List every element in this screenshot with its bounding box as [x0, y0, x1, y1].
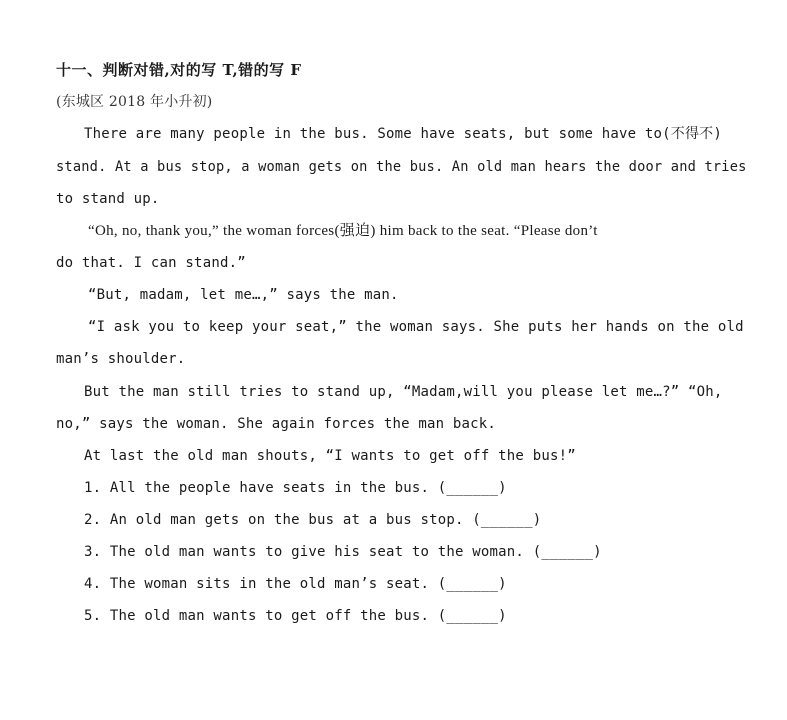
passage-line-4: “Oh, no, thank you,” the woman forces(强迫) him back to the seat. “Please don’t [88, 223, 598, 239]
passage-line-9: But the man still tries to stand up, “Madam,will you please let me…?” “Oh, [84, 384, 723, 400]
passage-line-11: At last the old man shouts, “I wants to get off the bus!” [84, 448, 576, 464]
question-1: 1. All the people have seats in the bus. (______) [84, 480, 507, 496]
question-4: 4. The woman sits in the old man’s seat. (______) [84, 576, 507, 592]
section-title: 十一、判断对错,对的写 T,错的写 F [56, 61, 302, 79]
passage-line-7: “I ask you to keep your seat,” the woman says. She puts her hands on the old [88, 319, 744, 335]
passage-line-3: to stand up. [56, 191, 160, 207]
source-note: (东城区 2018 年小升初) [56, 94, 213, 110]
passage-line-8: man’s shoulder. [56, 351, 186, 367]
passage-line-2: stand. At a bus stop, a woman gets on the bus. An old man hears the door and tries [56, 159, 747, 175]
question-2: 2. An old man gets on the bus at a bus stop. (______) [84, 512, 542, 528]
passage-line-1: There are many people in the bus. Some have seats, but some have to(不得不) [84, 126, 722, 142]
question-3: 3. The old man wants to give his seat to the woman. (______) [84, 544, 602, 560]
question-5: 5. The old man wants to get off the bus. (______) [84, 608, 507, 624]
passage-line-5: do that. I can stand.” [56, 255, 246, 271]
passage-line-6: “But, madam, let me…,” says the man. [88, 287, 399, 303]
passage-line-10: no,” says the woman. She again forces the man back. [56, 416, 497, 432]
